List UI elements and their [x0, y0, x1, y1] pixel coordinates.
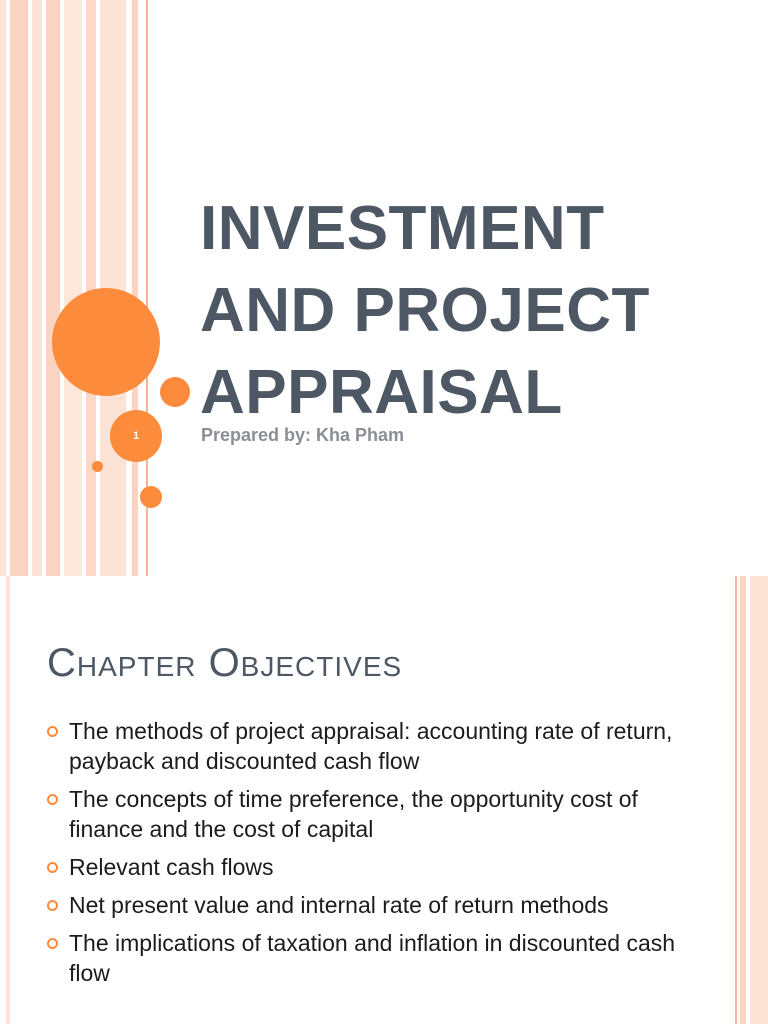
list-item-text: The methods of project appraisal: accounting rate of return, payback and discounted cash flow [69, 718, 673, 774]
list-item [46, 928, 686, 988]
decorative-stripe [740, 576, 746, 1024]
circle-bullet-icon [47, 862, 58, 873]
decorative-circle [160, 377, 190, 407]
list-item [46, 716, 686, 776]
list-item-text: The concepts of time preference, the opportunity cost of finance and the cost of capital [69, 786, 638, 842]
decorative-stripe [32, 0, 42, 576]
list-item-text: The implications of taxation and inflation in discounted cash flow [69, 930, 676, 986]
list-item [46, 852, 686, 882]
slide-heading: Chapter Objectives [47, 641, 403, 685]
circle-bullet-icon [47, 900, 58, 911]
slide-number-badge: 1 [110, 410, 162, 462]
title-line: AND PROJECT [200, 276, 650, 345]
objectives-list [46, 716, 686, 996]
decorative-circle [140, 486, 162, 508]
decorative-stripe [6, 576, 10, 1024]
list-item [46, 784, 686, 844]
slide-subtitle: Prepared by: Kha Pham [201, 425, 405, 445]
circle-bullet-icon [47, 794, 58, 805]
decorative-stripe [10, 0, 28, 576]
slide-title [200, 188, 760, 434]
list-item-text: Net present value and internal rate of return methods [69, 892, 609, 918]
decorative-line [735, 576, 737, 1024]
list-item [46, 890, 686, 920]
decorative-stripe [86, 0, 96, 576]
decorative-stripe [132, 0, 138, 576]
decorative-stripe [64, 0, 82, 576]
circle-bullet-icon [47, 938, 58, 949]
decorative-stripe [46, 0, 60, 576]
circle-bullet-icon [47, 726, 58, 737]
decorative-stripe [0, 0, 6, 576]
list-item-text: Relevant cash flows [69, 854, 274, 880]
decorative-stripe [750, 576, 768, 1024]
title-line: APPRAISAL [200, 358, 563, 427]
decorative-circle-small [92, 461, 103, 472]
decorative-circle-large [52, 288, 160, 396]
objectives-slide [0, 576, 768, 1024]
title-line: INVESTMENT [200, 194, 605, 263]
